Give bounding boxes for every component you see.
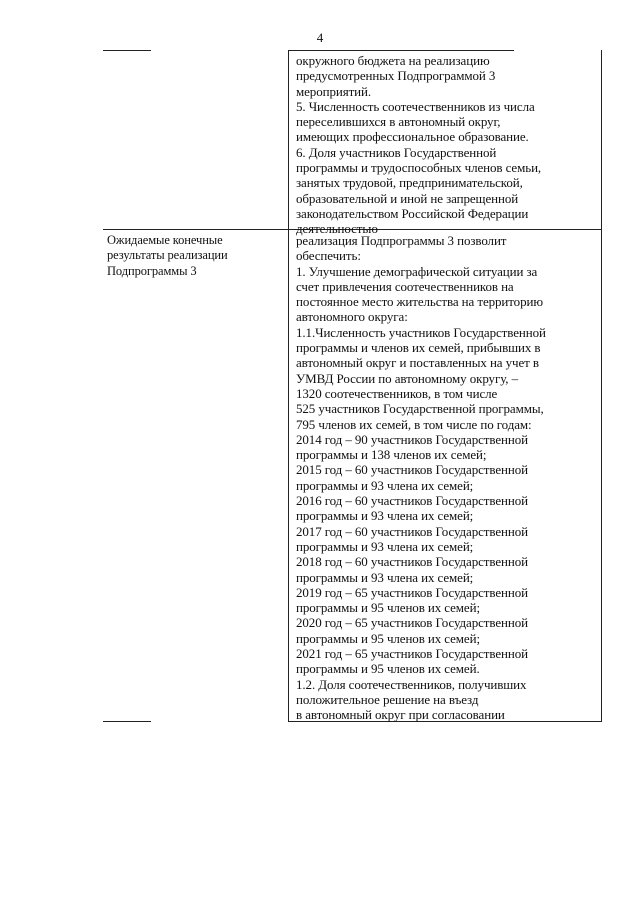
expected-results-cell <box>296 233 598 723</box>
text-line: 2018 год – 60 участников Государственной <box>296 554 528 570</box>
text-line: программы и 93 члена их семей; <box>296 569 474 585</box>
text-line: программы и 93 члена их семей; <box>296 538 474 554</box>
text-line: 1.2. Доля соотечественников, получивших <box>296 676 527 692</box>
text-line: программы и 95 членов их семей; <box>296 600 480 616</box>
text-line: 1. Улучшение демографической ситуации за <box>296 263 538 279</box>
table-right-border <box>601 50 602 722</box>
text-line: программы и 93 члена их семей; <box>296 508 474 524</box>
text-line: 6. Доля участников Государственной <box>296 144 497 160</box>
text-line: автономного округа: <box>296 309 408 325</box>
text-line: 2017 год – 60 участников Государственной <box>296 523 528 539</box>
table-rule <box>103 721 151 722</box>
text-line: программы и 95 членов их семей. <box>296 661 480 677</box>
text-line: счет привлечения соотечественников на <box>296 278 514 294</box>
text-line: положительное решение на въезд <box>296 691 479 707</box>
text-line: 525 участников Государственной программы, <box>296 401 544 417</box>
text-line: 5. Численность соотечественников из числа <box>296 98 535 114</box>
text-line: программы и 93 члена их семей; <box>296 477 474 493</box>
text-line: 2016 год – 60 участников Государственной <box>296 493 528 509</box>
text-line: программы и трудоспособных членов семьи, <box>296 160 542 176</box>
text-line: программы и 138 членов их семей; <box>296 447 487 463</box>
text-line: окружного бюджета на реализацию <box>296 53 490 68</box>
text-line: УМВД России по автономному округу, – <box>296 370 518 386</box>
column-divider <box>288 50 289 722</box>
text-line: образовательной и иной не запрещенной <box>296 190 519 206</box>
text-line: 2014 год – 90 участников Государственной <box>296 431 528 447</box>
text-line: 2019 год – 65 участников Государственной <box>296 584 528 600</box>
subprogram-passport-table <box>103 50 602 722</box>
text-line: мероприятий. <box>296 83 372 99</box>
text-line: в автономный округ при согласовании <box>296 707 505 723</box>
text-line: автономный округ и поставленных на учет в <box>296 355 539 371</box>
page-number: 4 <box>316 30 324 45</box>
table-rule <box>288 50 514 51</box>
row-label-expected-results <box>107 233 283 279</box>
text-line: реализация Подпрограммы 3 позволит <box>296 233 507 248</box>
table-rule <box>103 50 151 51</box>
text-line: 1.1.Численность участников Государственной <box>296 324 546 340</box>
text-line: 795 членов их семей, в том числе по годам: <box>296 416 532 432</box>
text-line: предусмотренных Подпрограммой 3 <box>296 68 496 84</box>
text-line: законодательством Российской Федерации <box>296 205 529 221</box>
text-line: имеющих профессиональное образование. <box>296 129 529 145</box>
text-line: программы и членов их семей, прибывших в <box>296 340 541 356</box>
text-line: 2015 год – 60 участников Государственной <box>296 462 528 478</box>
text-line: Ожидаемые конечные <box>107 233 223 247</box>
text-line: 1320 соотечественников, в том числе <box>296 385 498 401</box>
text-line: постоянное место жительства на территорию <box>296 294 543 310</box>
text-line: Подпрограммы 3 <box>107 263 197 278</box>
text-line: обеспечить: <box>296 248 361 264</box>
text-line: результаты реализации <box>107 248 228 263</box>
text-line: 2021 год – 65 участников Государственной <box>296 646 528 662</box>
text-line: деятельностью <box>296 221 378 237</box>
text-line: занятых трудовой, предпринимательской, <box>296 175 523 191</box>
text-line: 2020 год – 65 участников Государственной <box>296 615 528 631</box>
text-line: переселившихся в автономный округ, <box>296 114 501 130</box>
text-line: программы и 95 членов их семей; <box>296 630 480 646</box>
continued-indicators-cell <box>296 53 598 237</box>
